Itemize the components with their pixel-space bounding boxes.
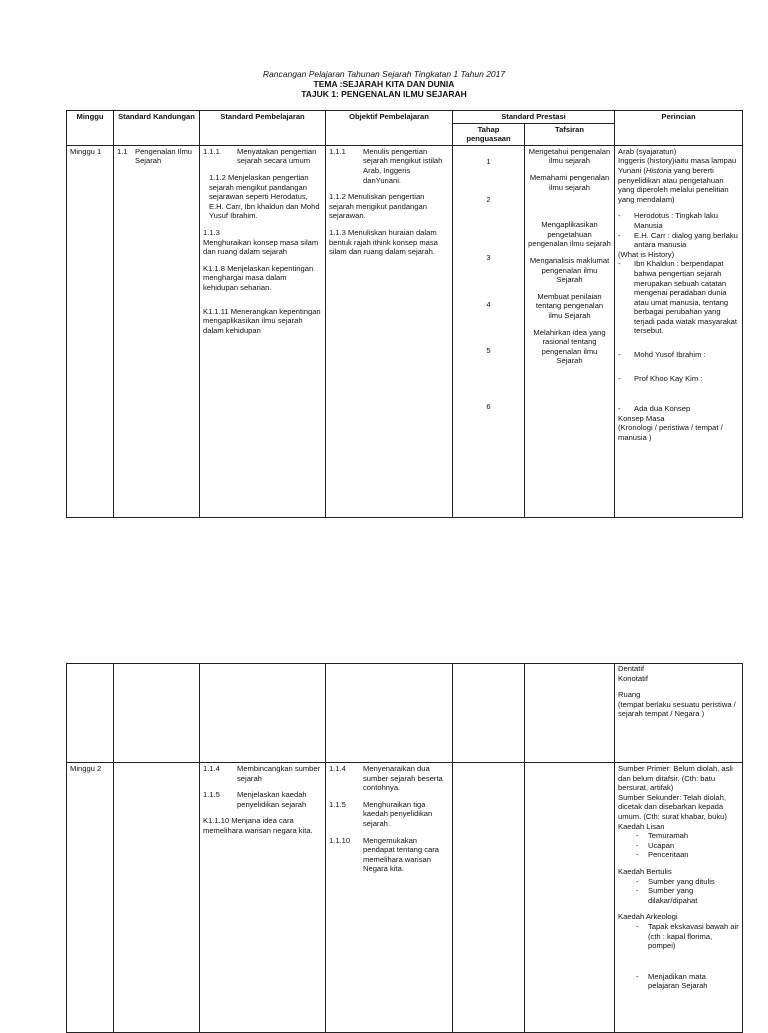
document-theme: TEMA :SEJARAH KITA DAN DUNIA [313, 79, 455, 89]
objektif-cell: 1.1.1 Menulis pengertian sejarah mengikut istilah Arab, Inggeris danYunani. 1.1.2 Menuliskan pengertian sejarah mengikut pandangan sejarawan. 1.1.3 Menuliskan huraian dalam bentuk rajah ithink konsep masa silam dan ruang dalam sejarah. [326, 145, 453, 517]
minggu-cell [67, 145, 114, 517]
lesson-plan-table-week2 [66, 663, 743, 1033]
objektif-cell: 1.1.4 Menyenaraikan dua sumber sejarah beserta contohnya. 1.1.5 Menghuraikan tiga kaedah penyelidikan sejarah. 1.1.10 Mengemukakan pendapat tentang cara memelihara warisan Negara kita. [326, 763, 453, 1033]
pembelajaran-cell: 1.1.4 Membincangkan sumber sejarah 1.1.5 Menjelaskan kaedah penyelidikan sejarah K1.1.10 Menjana idea cara memelihara warisan negara kita. [200, 763, 326, 1033]
document-topic: TAJUK 1: PENGENALAN ILMU SEJARAH [301, 89, 467, 99]
minggu-label: Minggu 1 [70, 146, 102, 156]
document-title: Rancangan Pelajaran Tahunan Sejarah Tingkatan 1 Tahun 2017 [262, 69, 506, 79]
header-standard-kandungan: Standard Kandungan [114, 111, 200, 146]
tafsiran-cell: Mengetahui pengenalan ilmu sejarah Memahami pengenalan ilmu sejarah Mengaplikasikan pengetahuan pengenalan ilmu sejarah Menganalisis maklumat pengenalan ilmu Sejarah Membuat penilaian tentang pengenalan ilmu Sejarah Melahirkan idea yang rasional tentang pengenalan ilmu Sejarah [525, 145, 615, 517]
pembelajaran-cell: 1.1.1 Menyatakan pengertian sejarah secara umum 1.1.2 Menjelaskan pengertian sejarah mengikut pandangan sejarawan seperti Herodatus, E.H. Carr, Ibn khaldun dan Mohd Yusuf Ibrahim. 1.1.3 Menghuraikan konsep masa silam dan ruang dalam sejarah K1.1.8 Menjelaskan kepentingan menghargai masa dalam kehidupan seharian. K1.1.11 Menerangkan kepentingan mengaplikasikan ilmu sejarah dalam kehidupan [200, 145, 326, 517]
kandungan-cell: 1.1 Pengenalan Ilmu Sejarah [114, 145, 200, 517]
header-minggu: Minggu [67, 111, 114, 146]
header-perincian: Perincian [615, 111, 743, 146]
tahap-cell: 1 2 3 4 5 6 [453, 145, 525, 517]
perincian-cell: Sumber Primer: Belum diolah, asli dan belum ditafsir. (Cth: batu bersurat, artifak) Sumber Sekunder: Telah diolah, dicetak dan disebarkan kepada umum. (Cth: surat khabar, buku) Kaedah Lisan - Temuramah - Ucapan - Penceritaan Kaedah Bertulis - Sumber yang ditulis - Sumber yang dilakar/dipahat Kaedah Arkeologi - Tapak ekskavasi bawah air (cth : kapal florima, pompei) - Menjadikan mata pelajaran Sejarah [615, 763, 743, 1033]
header-standard-prestasi: Standard Prestasi [453, 111, 615, 124]
perincian-cell: Arab (syajaratun) Inggeris (history)iaitu masa lampau Yunani (Historia yang bererti penyelidikan atau pengetahuan yang diperoleh melalui penelitian yang mendalam) - Herodotus : Tingkah laku Manusia - E.H. Carr : dialog yang berlaku antara manusia (What is History) - Ibn Khaldun : berpendapat bahwa pengertian sejarah merupakan sebuah catatan mengenai peradaban dunia atau umat manusia, tentang berbagai perubahan yang terjadi pada watak masyarakat tersebut. - Mohd Yusof Ibrahim : - Prof Khoo Kay Kim : - Ada dua Konsep Konsep Masa (Kronologi / peristiwa / tempat / manusia ) [615, 145, 743, 517]
header-objektif: Objektif Pembelajaran [326, 111, 453, 146]
header-tahap: Tahap penguasaan [453, 123, 525, 145]
header-tafsiran: Tafsiran [525, 123, 615, 145]
lesson-plan-table-week1 [66, 110, 743, 518]
perincian-continued-cell: Dentatif Konotatif Ruang (tempat berlaku sesuatu peristiwa / sejarah tempat / Negara ) [615, 664, 743, 763]
document-header [0, 69, 768, 99]
minggu-cell [67, 763, 114, 1033]
minggu-label: Minggu 2 [70, 764, 102, 773]
header-standard-pembelajaran: Standard Pembelajaran [200, 111, 326, 146]
